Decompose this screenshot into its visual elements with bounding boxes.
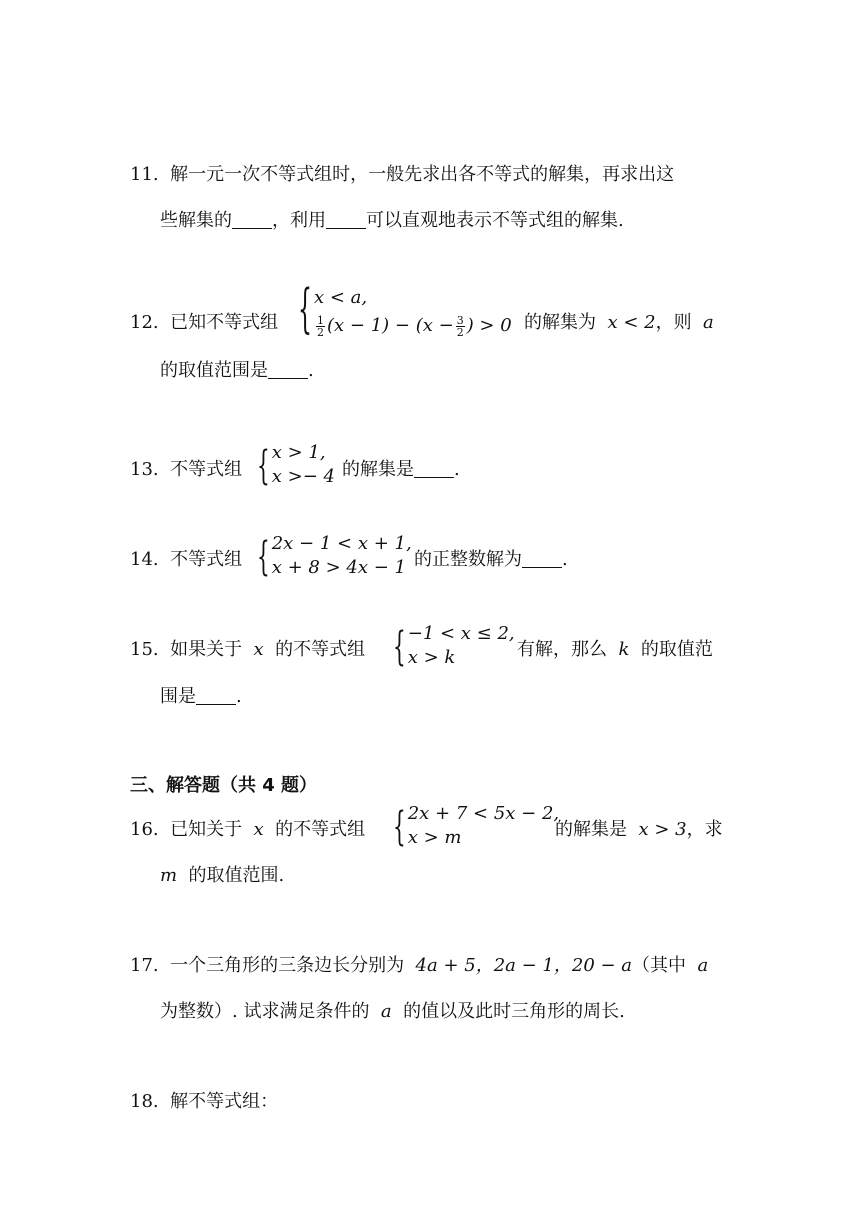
q17-text-b: （其中 [632,955,687,976]
q18-number: 18. [130,1091,159,1112]
q13-row1: x > 1, [271,442,326,463]
q17-line2-a: 为整数）. 试求满足条件的 [160,1001,370,1022]
q16-line2 [160,861,284,887]
q16-suffix-c: ，求 [686,819,723,840]
q12-var-a: a [703,312,714,333]
q16-condition: x > 3 [638,819,687,840]
q14-prefix: 不等式组 [170,549,243,570]
q15-var-x: x [253,639,264,660]
left-brace-icon: { [393,802,406,850]
q13-suffix-text: 的解集是 [342,459,414,480]
q14-row2: x + 8 > 4x − 1 [271,557,406,578]
q12-condition: x < 2 [607,312,656,333]
q12-suffix [524,308,714,334]
q11-number: 11. [130,164,159,185]
q18-text: 解不等式组： [170,1091,279,1112]
answer-blank[interactable] [268,360,308,379]
q15-suffix-a: 有解，那么 [517,639,607,660]
q17-line1 [130,951,708,977]
q12-line2 [160,356,314,382]
q16-row1: 2x + 7 < 5x − 2, [407,803,560,824]
q12-row2 [314,312,512,340]
q11-line1: 解一元一次不等式组时，一般先求出各不等式的解集，再求出这 [170,164,675,185]
answer-blank[interactable] [522,549,562,568]
q14-label [130,545,242,571]
q16-row2: x > m [407,827,462,848]
q12-label [130,308,278,334]
answer-blank[interactable] [326,210,366,229]
q12-period: . [308,360,314,381]
q14-system [257,532,412,580]
q12-system [298,280,512,341]
q15-suffix [517,635,713,661]
q16-line2-text: 的取值范围. [188,865,285,886]
q16-label [130,815,365,841]
q15-line2-text: 围是 [160,686,196,707]
frac-num: 1 [317,313,324,327]
q17-line2 [160,997,625,1023]
q11-text-a: 些解集的 [160,210,232,231]
q17-line2-var: a [380,1001,392,1022]
left-brace-icon: { [257,532,270,580]
frac-den: 2 [456,325,464,339]
q16-var-m: m [160,865,178,886]
q13-suffix [342,455,460,481]
q15-prefix-a: 如果关于 [170,639,243,660]
q14-row1: 2x − 1 < x + 1, [271,533,412,554]
q15-row2: x > k [407,647,456,668]
left-brace-icon: { [393,622,406,670]
q12-row1: x < a, [314,287,368,308]
q12-suffix-c: ，则 [655,312,692,333]
left-brace-icon: { [298,280,312,341]
q12-row2a: (x − 1) − (x − [327,315,454,336]
q16-prefix-b: 的不等式组 [275,819,366,840]
q14-suffix [414,545,568,571]
q11-text-b: ，利用 [272,210,326,231]
q13-label [130,455,242,481]
q14-period: . [562,549,568,570]
answer-blank[interactable] [232,210,272,229]
q16-number: 16. [130,819,159,840]
q16-var-x: x [253,819,264,840]
q12-prefix: 已知不等式组 [170,312,279,333]
q13-period: . [454,459,460,480]
q16-suffix [555,815,723,841]
q11 [130,160,674,186]
q14-number: 14. [130,549,159,570]
answer-blank[interactable] [196,686,236,705]
q18 [130,1087,278,1113]
q15-system [393,622,515,670]
q15-line2 [160,682,242,708]
q12-number: 12. [130,312,159,333]
q13-row2: x >− 4 [271,466,335,487]
section-heading: 三、解答题（共 4 题） [130,775,318,796]
q16-system [393,802,559,850]
q17-number: 17. [130,955,159,976]
q15-number: 15. [130,639,159,660]
q17-line2-b: 的值以及此时三角形的周长. [403,1001,625,1022]
q13-system [257,441,335,489]
q15-prefix-b: 的不等式组 [275,639,366,660]
frac-den: 2 [317,325,324,339]
q17-text-a: 一个三角形的三条边长分别为 [170,955,405,976]
q12-line2-text: 的取值范围是 [160,360,268,381]
q16-suffix-a: 的解集是 [555,819,627,840]
q12-suffix-a: 的解集为 [524,312,596,333]
q15-period: . [236,686,242,707]
frac-num: 3 [456,313,464,327]
q15-label [130,635,365,661]
q13-number: 13. [130,459,159,480]
q12-row2b: ) > 0 [466,315,512,336]
q14-suffix-text: 的正整数解为 [414,549,522,570]
q15-suffix-b: 的取值范 [640,639,713,660]
q11-line2 [160,206,624,232]
q15-row1: −1 < x ≤ 2, [407,623,515,644]
left-brace-icon: { [257,441,270,489]
q16-prefix-a: 已知关于 [170,819,243,840]
q13-prefix: 不等式组 [170,459,243,480]
q11-text-c: 可以直观地表示不等式组的解集. [366,210,624,231]
q17-var-a: a [697,955,709,976]
q15-var-k: k [618,639,630,660]
answer-blank[interactable] [414,459,454,478]
q17-expression: 4a + 5，2a − 1，20 − a [415,955,633,976]
